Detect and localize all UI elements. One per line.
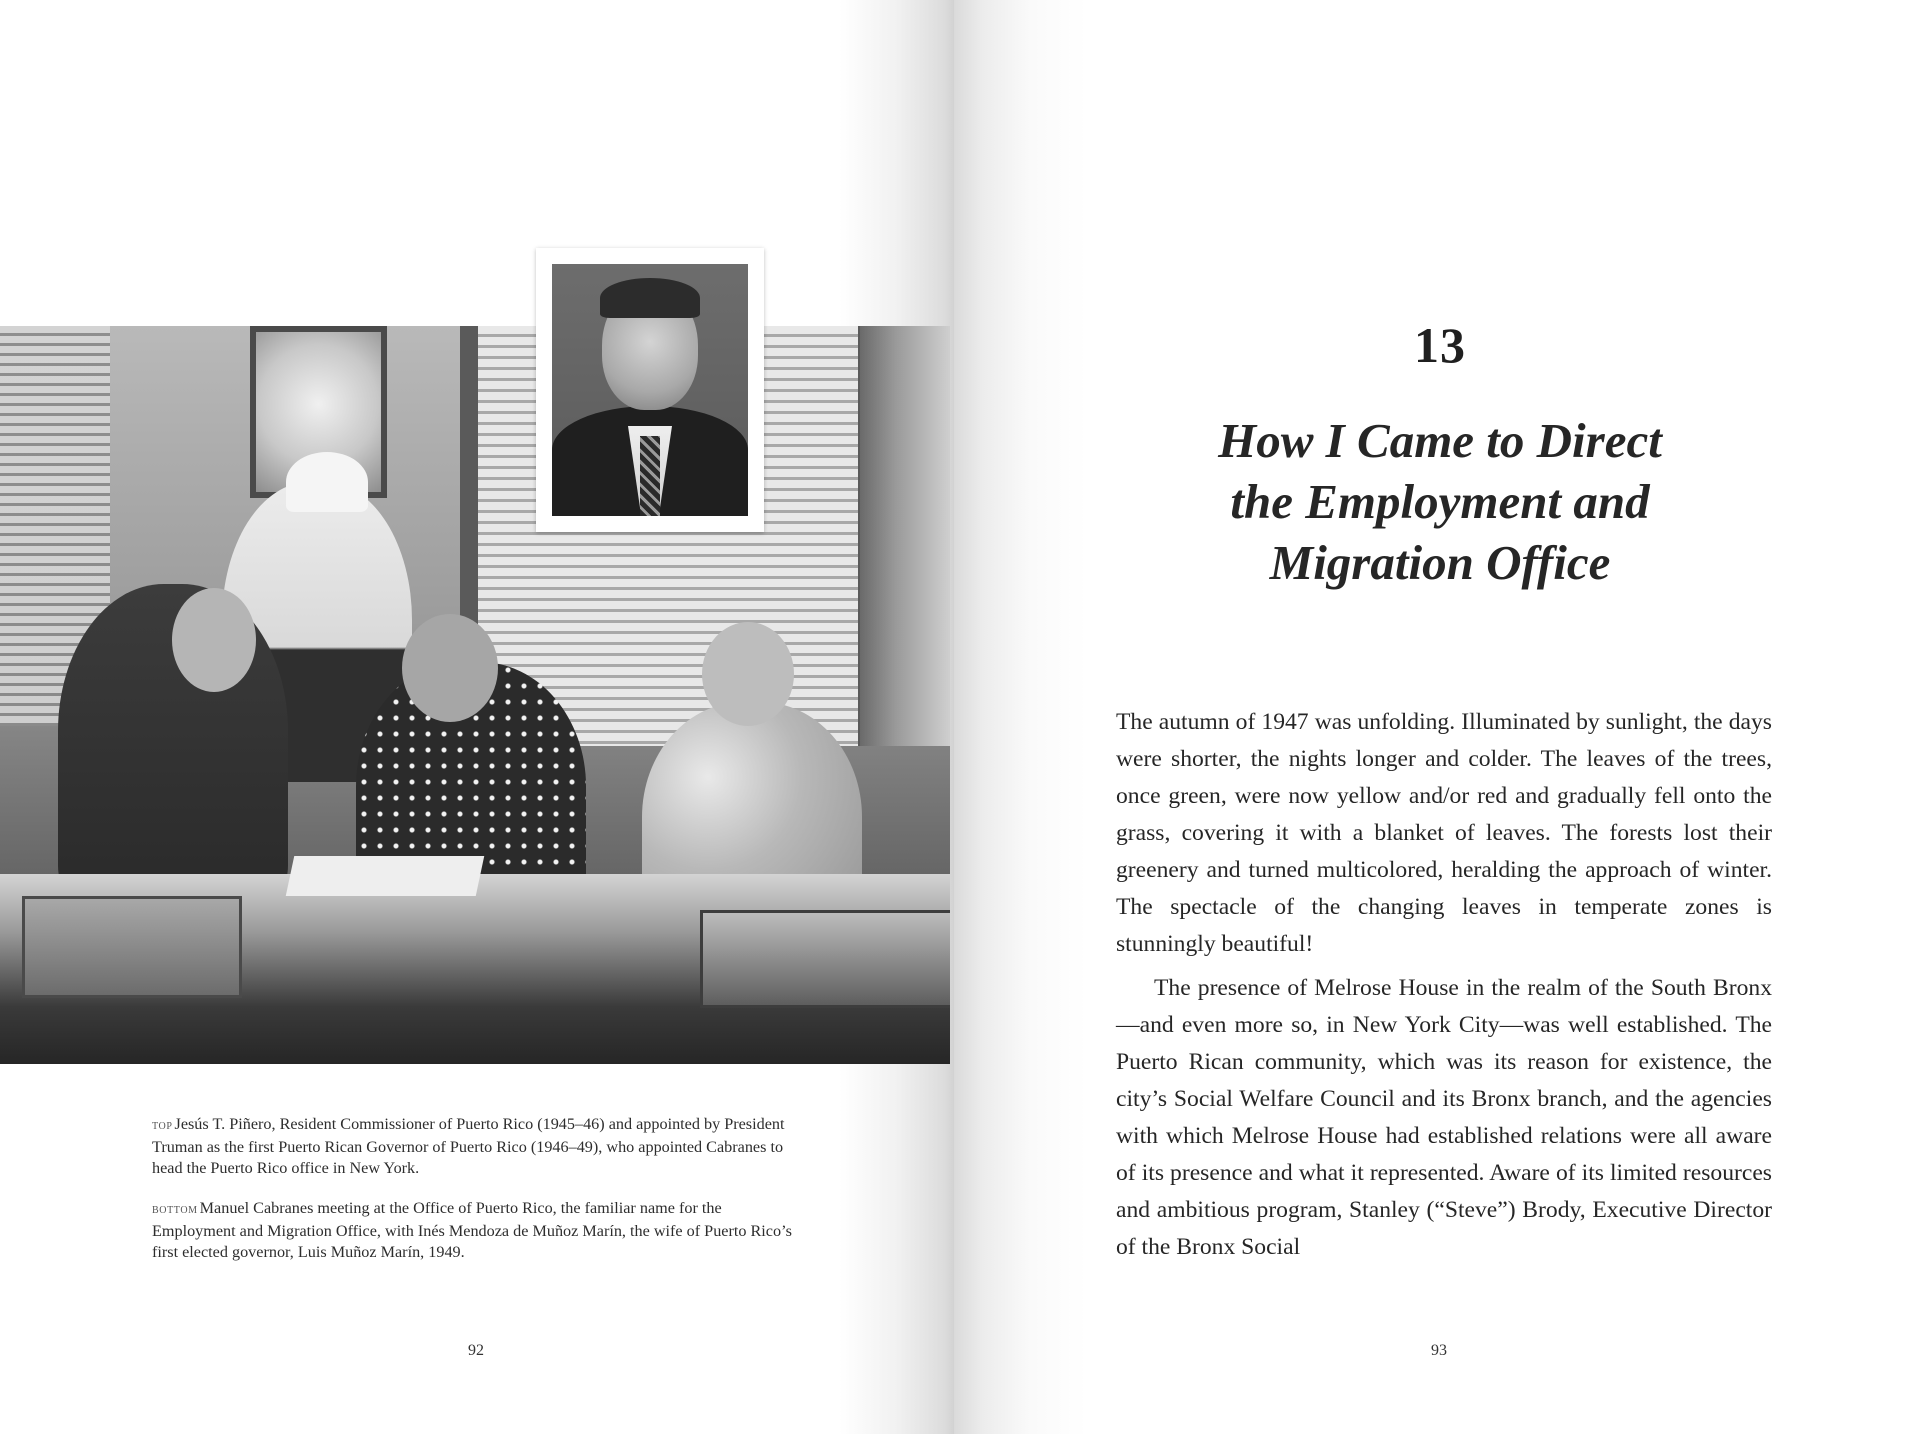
- portrait-photo-pinero: [536, 248, 764, 532]
- caption-text: Manuel Cabranes meeting at the Office of Puerto Rico, the familiar name for the Employment and Migration Office, with Inés Mendoza de Muñoz Marín, the wife of Puerto Rico’s first elected governor, Luis Muñoz Marín, 1949.: [152, 1199, 792, 1261]
- caption-label: TOP: [152, 1121, 173, 1132]
- chapter-title: [1170, 410, 1710, 593]
- office-meeting-photo: [0, 326, 950, 1064]
- caption-label: BOTTOM: [152, 1205, 198, 1216]
- chapter-number: 13: [1414, 317, 1466, 373]
- page-number-left: 92: [468, 1342, 484, 1359]
- page-number-right: 93: [1431, 1342, 1447, 1359]
- body-paragraph-2: The presence of Melrose House in the realm of the South Bronx—and even more so, in New York City—was well established. The Puerto Rican community, which was its reason for existence, the city’s Social Welfare Council and its Bronx branch, and the agencies with which Melrose House had established relations were all aware of its presence and what it represented. Aware of its limited resources and ambitious program, Stanley (“Steve”) Brody, Executive Director of the Bronx Social: [1116, 975, 1772, 1260]
- caption-top: [152, 1114, 792, 1179]
- chapter-title-line: Migration Office: [1269, 535, 1611, 590]
- caption-bottom: [152, 1198, 792, 1263]
- body-paragraph-1: The autumn of 1947 was unfolding. Illuminated by sunlight, the days were shorter, the nights longer and colder. The leaves of the trees, once green, were now yellow and/or red and gradually fell onto the grass, covering it with a blanket of leaves. The forests lost their greenery and turned multicolored, heralding the approach of winter. The spectacle of the changing leaves in temperate zones is stunningly beautiful!: [1116, 709, 1772, 957]
- caption-text: Jesús T. Piñero, Resident Commissioner of Puerto Rico (1945–46) and appointed by President Truman as the first Puerto Rican Governor of Puerto Rico (1946–49), who appointed Cabranes to head the Puerto Rico office in New York.: [152, 1115, 785, 1177]
- chapter-title-line: the Employment and: [1230, 474, 1650, 529]
- chapter-title-line: How I Came to Direct: [1218, 413, 1662, 468]
